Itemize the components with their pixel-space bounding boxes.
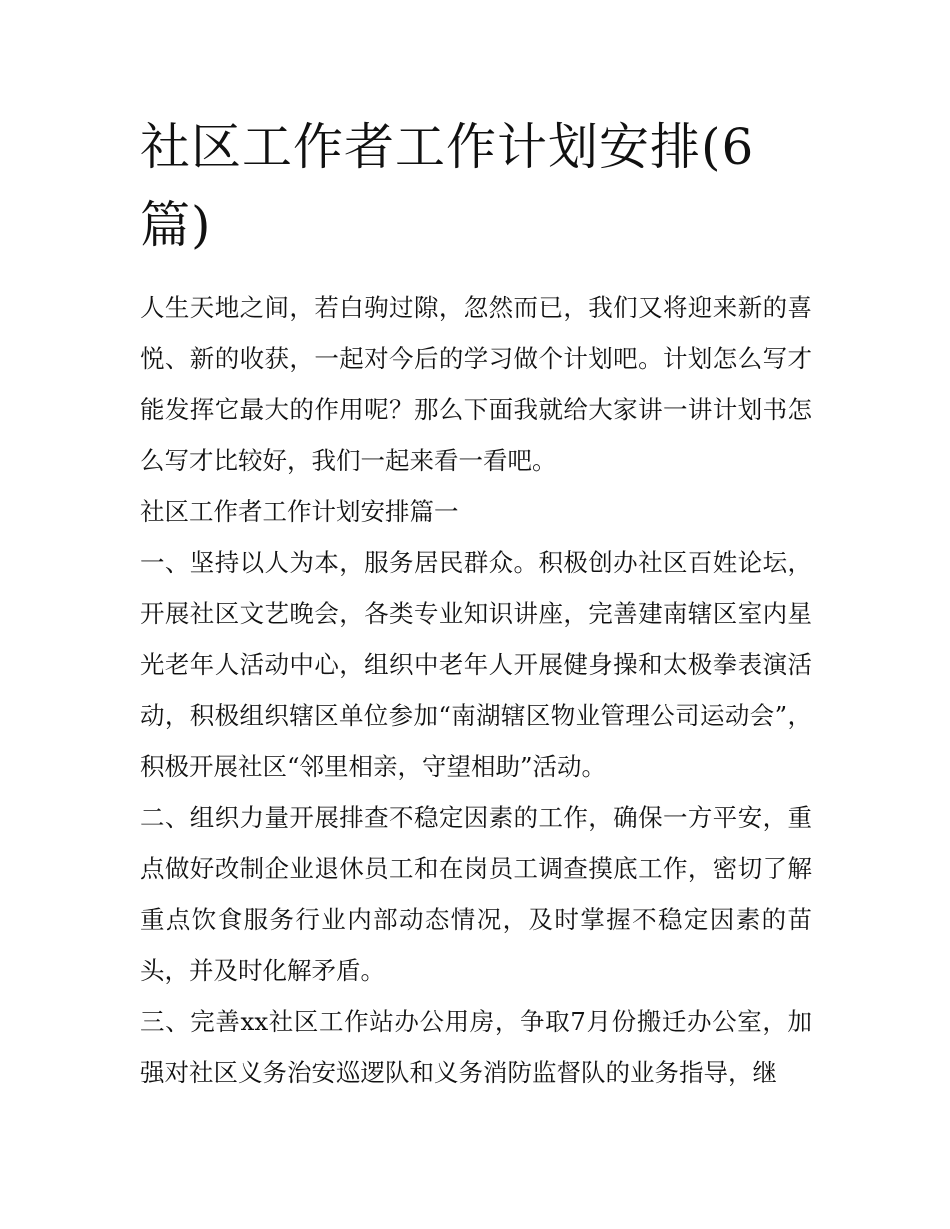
intro-paragraph: 人生天地之间，若白驹过隙，忽然而已，我们又将迎来新的喜悦、新的收获，一起对今后的学习做个计划吧。计划怎么写才能发挥它最大的作用呢？那么下面我就给大家讲一讲计划书怎么写才比较好，我们一起来看一看吧。 (140, 293, 812, 475)
document-title: 社区工作者工作计划安排(6篇) (140, 118, 755, 254)
section-heading: 社区工作者工作计划安排篇一 (140, 497, 459, 526)
paragraph-1: 一、坚持以人为本，服务居民群众。积极创办社区百姓论坛，开展社区文艺晚会，各类专业知识讲座，完善建南辖区室内星光老年人活动中心，组织中老年人开展健身操和太极拳表演活动，积极组织辖区单位参加“南湖辖区物业管理公司运动会”，积极开展社区“邻里相亲，守望相助”活动。 (140, 548, 812, 781)
paragraph-3: 三、完善xx社区工作站办公用房，争取7月份搬迁办公室，加强对社区义务治安巡逻队和义务消防监督队的业务指导，继 (140, 1007, 812, 1087)
document-page (140, 108, 812, 1098)
paragraph-2: 二、组织力量开展排查不稳定因素的工作，确保一方平安，重点做好改制企业退休员工和在岗员工调查摸底工作，密切了解重点饮食服务行业内部动态情况，及时掌握不稳定因素的苗头，并及时化解矛盾。 (140, 803, 812, 985)
